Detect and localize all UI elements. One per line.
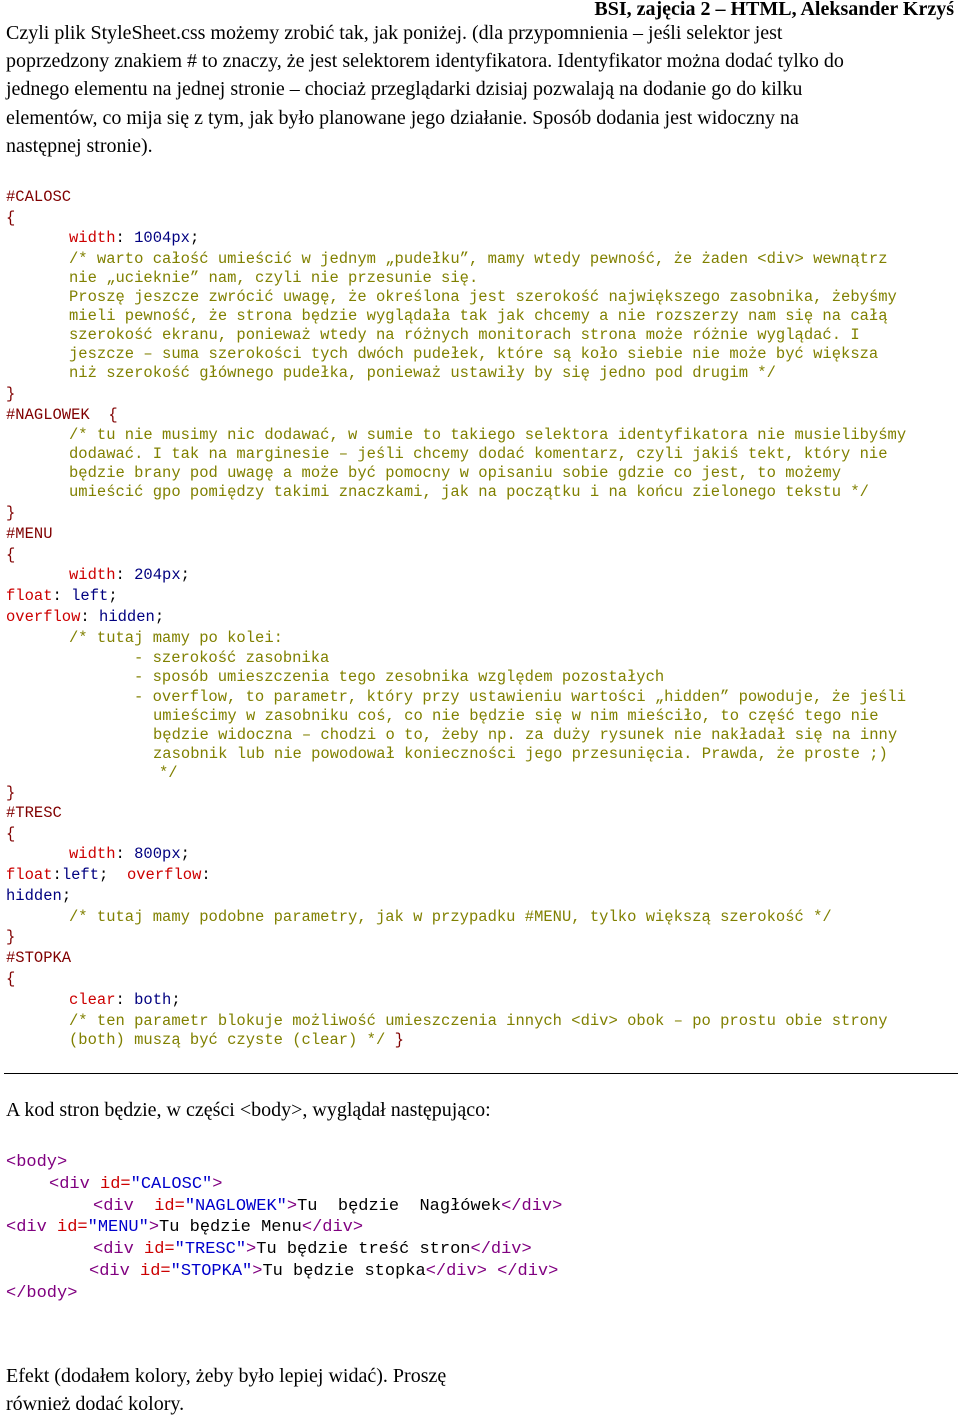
css-comment-line: umieścić gpo pomiędzy takimi znaczkami, jak na początku i na końcu zielonego tekstu */: [69, 483, 869, 501]
css-property: overflow: [126, 866, 202, 884]
css-comment-line: dodawać. I tak na marginesie – jeśli chcemy dodać komentarz, czyli jakiś tekt, który nie: [69, 445, 888, 463]
css-property: overflow: [6, 608, 81, 626]
intro-line: Czyli plik StyleSheet.css możemy zrobić tak, jak poniżej. (dla przypomnienia – jeśli selektor jest: [6, 22, 783, 44]
html-attr: id=: [140, 1262, 171, 1281]
css-comment-line: */: [159, 764, 178, 782]
html-body-open: <body>: [6, 1153, 68, 1172]
css-property: width: [69, 845, 116, 863]
html-tag: <div: [93, 1197, 134, 1216]
css-property: width: [69, 566, 116, 584]
css-brace-close: }: [394, 1031, 404, 1049]
css-brace-open: {: [6, 209, 16, 227]
css-comment-line: nie „ucieknie” nam, czyli nie przesunie się.: [69, 269, 479, 287]
css-comment-line: - overflow, to parametr, który przy ustawieniu wartości „hidden” powoduje, że jeśli: [134, 688, 907, 706]
css-comment-line: będzie widoczna – chodzi o to, żeby np. za duży rysunek nie nakładał się na inny: [153, 726, 898, 744]
css-declaration: overflow: hidden;: [6, 608, 165, 626]
html-tag: >: [148, 1218, 160, 1237]
html-string: "CALOSC": [130, 1175, 213, 1194]
css-value: hidden: [6, 887, 62, 905]
css-comment-line: (both) muszą być czyste (clear) */: [69, 1031, 386, 1049]
css-brace-close: }: [6, 504, 16, 522]
css-selector-naglowek-line: [6, 406, 118, 424]
html-attr: id=: [154, 1197, 185, 1216]
css-value: 1004px: [134, 229, 190, 247]
html-tag: <div: [49, 1175, 90, 1194]
css-comment-line: będzie brany pod uwagę a może być pomocny w opisaniu sobie gdzie co jest, to możemy: [69, 464, 842, 482]
html-tag: >: [252, 1262, 263, 1281]
css-value: left: [71, 587, 109, 605]
body-intro: A kod stron będzie, w części <body>, wyglądał następująco:: [6, 1099, 491, 1121]
css-comment-line: - sposób umieszczenia tego zesobnika względem pozostałych: [134, 668, 665, 686]
html-body-close: </body>: [6, 1284, 78, 1303]
outro-line: Efekt (dodałem kolory, żeby było lepiej widać). Proszę: [6, 1365, 447, 1387]
css-comment-line: jeszcze – suma szerokości tych dwóch pudełek, które są koło siebie nie może być większa: [69, 345, 879, 363]
html-line-tresc: [93, 1240, 532, 1259]
html-tag: >: [212, 1175, 223, 1194]
html-string: "NAGLOWEK": [184, 1197, 287, 1216]
css-brace-open: {: [6, 970, 16, 988]
html-attr: id=: [100, 1175, 131, 1194]
intro-line: elementów, co mija się z tym, jak było planowane jego działanie. Sposób dodania jest widoczny na: [6, 107, 799, 129]
css-comment-line: szerokość ekranu, ponieważ wtedy na różnych monitorach strona może różnie wyglądać. I: [69, 326, 860, 344]
css-comment-line: umieścimy w zasobniku coś, co nie będzie się w nim mieściło, to część tego nie: [153, 707, 879, 725]
html-line-calosc: [49, 1175, 222, 1194]
html-line-stopka: [89, 1262, 558, 1281]
html-tag: >: [246, 1240, 257, 1259]
css-declaration: width: 1004px;: [69, 229, 200, 247]
css-brace-open: {: [6, 825, 16, 843]
css-comment-line: /* tutaj mamy po kolei:: [69, 629, 283, 647]
css-comment-line: zasobnik lub nie powodował konieczności jego przesunięcia. Prawda, że proste ;): [153, 745, 888, 763]
css-selector-naglowek: #NAGLOWEK: [6, 406, 90, 424]
html-tag: </div>: [501, 1197, 563, 1216]
page-header: BSI, zajęcia 2 – HTML, Aleksander Krzyś: [594, 0, 954, 20]
html-tag: >: [286, 1197, 298, 1216]
html-tag: </div>: [425, 1262, 487, 1281]
css-value: both: [134, 991, 172, 1009]
separator-rule: [4, 1073, 958, 1074]
css-brace-open: {: [6, 546, 16, 564]
css-brace-close: }: [6, 928, 16, 946]
html-tag: </div>: [497, 1262, 559, 1281]
html-attr: id=: [144, 1240, 175, 1259]
css-value: hidden: [99, 608, 155, 626]
css-selector-menu: #MENU: [6, 525, 53, 543]
html-tag: <div: [89, 1262, 130, 1281]
html-tag: <div: [6, 1218, 47, 1237]
css-value: 204px: [134, 566, 181, 584]
html-line-naglowek: [93, 1197, 562, 1216]
html-line-menu: [6, 1218, 363, 1237]
css-selector-stopka: #STOPKA: [6, 949, 72, 967]
html-string: "STOPKA": [170, 1262, 253, 1281]
css-brace-open: {: [108, 406, 118, 424]
css-selector-tresc: #TRESC: [6, 804, 62, 822]
css-comment-line: /* tutaj mamy podobne parametry, jak w przypadku #MENU, tylko większą szerokość */: [69, 908, 832, 926]
css-value: left: [61, 866, 100, 884]
html-tag: <div: [93, 1240, 134, 1259]
css-comment-line: mieli pewność, że strona będzie wyglądała tak jak chcemy a nie rozszerzy nam się na całą: [69, 307, 888, 325]
css-declaration: hidden;: [6, 887, 72, 905]
css-brace-close: }: [6, 784, 16, 802]
intro-line: poprzedzony znakiem # to znaczy, że jest selektorem identyfikatora. Identyfikator można dodać tylko do: [6, 50, 844, 72]
css-comment-line: niż szerokość głównego pudełka, ponieważ ustawiły by się jedno pod drugim */: [69, 364, 776, 382]
html-text: Tu będzie Menu: [159, 1218, 302, 1237]
css-comment-line-final: [69, 1031, 404, 1049]
html-string: "TRESC": [174, 1240, 247, 1259]
css-property: clear: [69, 991, 116, 1009]
css-property: float: [6, 587, 53, 605]
css-comment-line: /* tu nie musimy nic dodawać, w sumie to takiego selektora identyfikatora nie musielibyśmy: [69, 426, 907, 444]
css-property: width: [69, 229, 116, 247]
html-text: Tu będzie treść stron: [256, 1240, 471, 1259]
css-comment-line: Proszę jeszcze zwrócić uwagę, że określona jest szerokość największego zasobnika, żebyśmy: [69, 288, 897, 306]
css-comment-line: /* ten parametr blokuje możliwość umieszczenia innych <div> obok – po prostu obie strony: [69, 1012, 888, 1030]
intro-line: jednego elementu na jednej stronie – chociaż przeglądarki dzisiaj pozwalają na dodanie go do kilku: [6, 78, 803, 100]
intro-line: następnej stronie).: [6, 135, 153, 157]
css-selector-calosc: #CALOSC: [6, 188, 72, 206]
css-declaration: clear: both;: [69, 991, 181, 1009]
css-comment-line: /* warto całość umieścić w jednym „pudełku”, mamy wtedy pewność, że żaden <div> wewnątrz: [69, 250, 888, 268]
css-value: 800px: [134, 845, 181, 863]
html-string: "MENU": [87, 1218, 149, 1237]
html-attr: id=: [57, 1218, 88, 1237]
css-declaration: width: 800px;: [69, 845, 190, 863]
outro-line: również dodać kolory.: [6, 1393, 185, 1415]
html-text: Tu będzie stopka: [262, 1262, 426, 1281]
css-property: float: [6, 866, 53, 884]
css-brace-close: }: [6, 385, 16, 403]
css-comment-line: - szerokość zasobnika: [134, 649, 330, 667]
css-declaration: float:left; overflow:: [6, 866, 211, 884]
css-declaration: float: left;: [6, 587, 118, 605]
html-text: Tu będzie Nagłówek: [297, 1197, 502, 1216]
css-declaration: width: 204px;: [69, 566, 190, 584]
html-tag: </div>: [301, 1218, 364, 1237]
html-tag: </div>: [470, 1240, 532, 1259]
